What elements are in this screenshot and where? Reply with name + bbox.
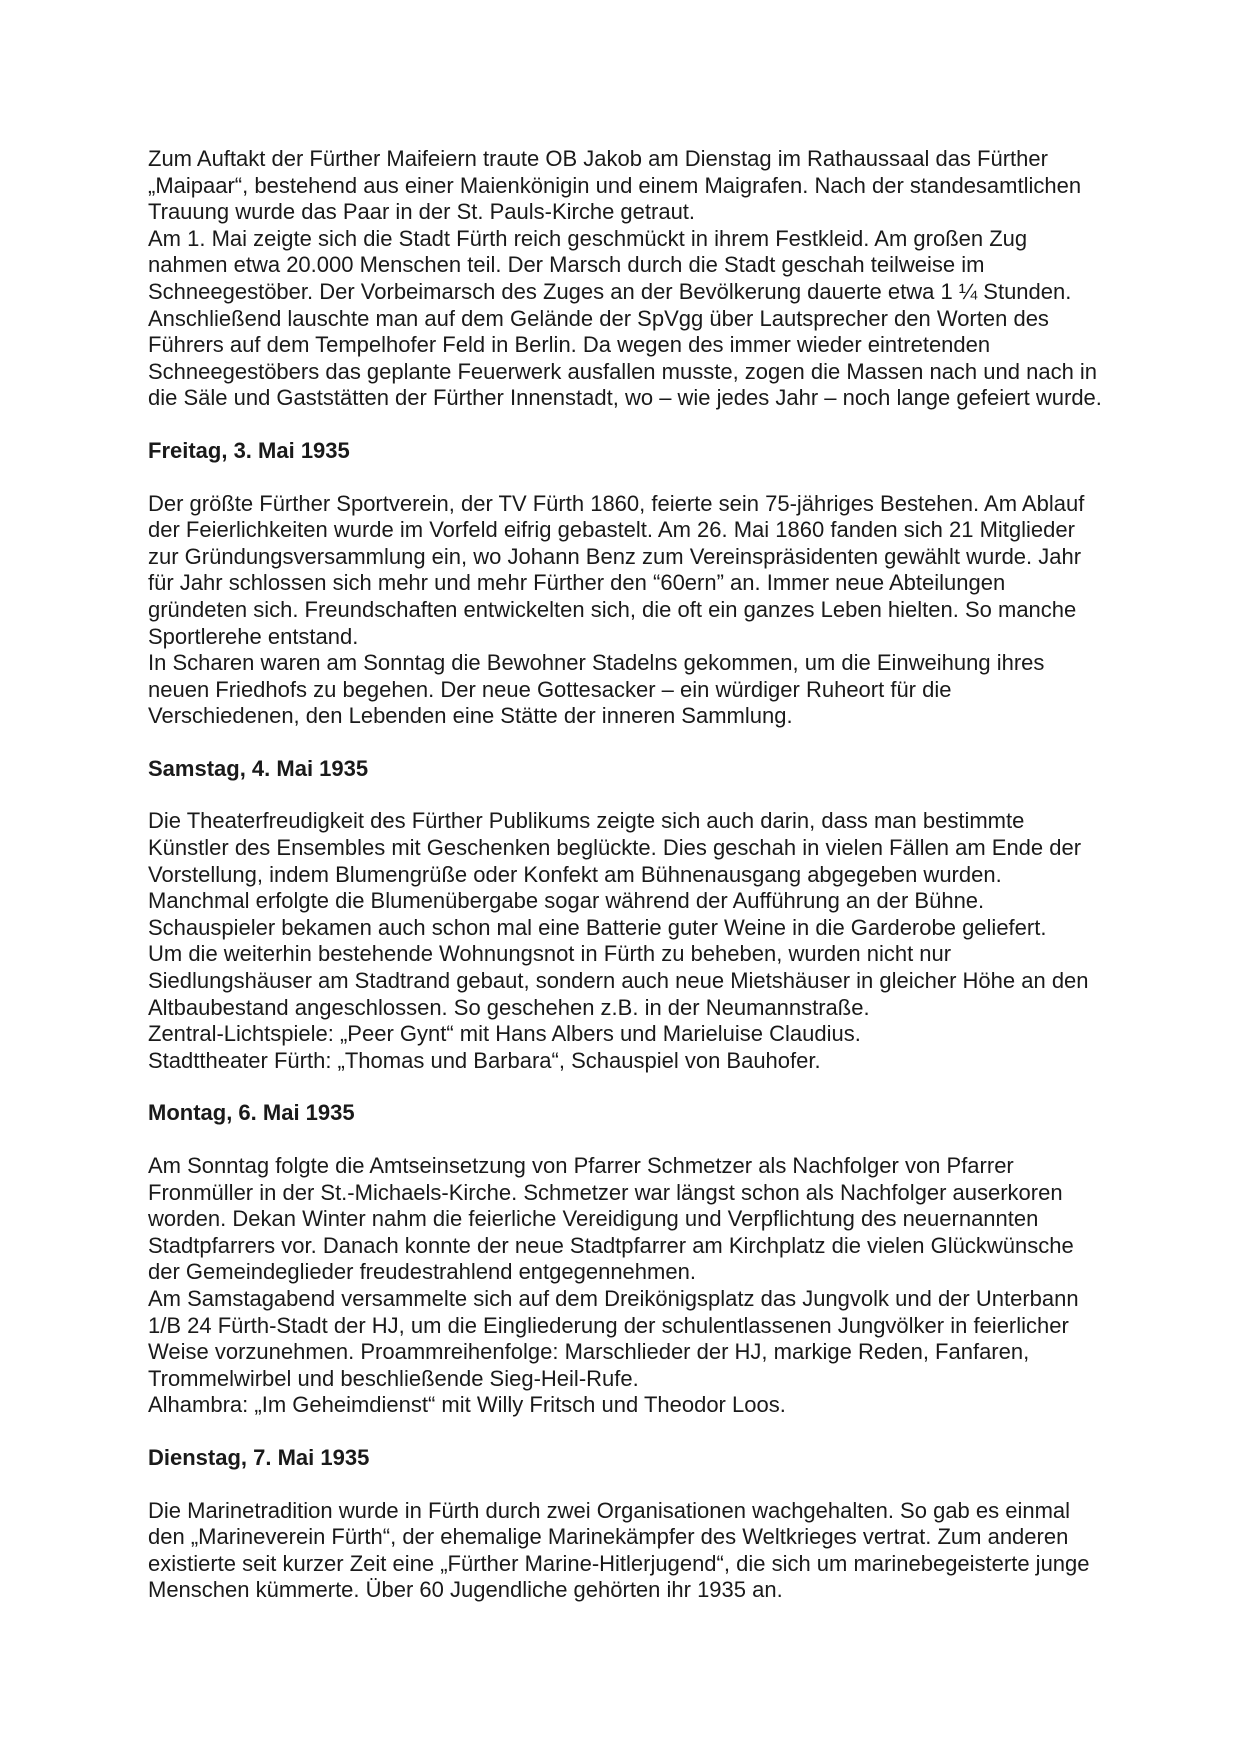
spacer	[148, 465, 1108, 491]
section-paragraph: Die Theaterfreudigkeit des Fürther Publikums zeigte sich auch darin, dass man bestimmte Künstler des Ensembles mit Geschenken beglückte. Dies geschah in vielen Fällen am Ende der Vorstellung, indem Blumengrüße oder Konfekt am Bühnenausgang abgegeben wurden. Manchmal erfolgte die Blumenübergabe sogar während der Aufführung an der Bühne. Schauspieler bekamen auch schon mal eine Batterie guter Weine in die Garderobe geliefert.	[148, 808, 1082, 940]
spacer	[148, 412, 1108, 438]
spacer	[148, 1127, 1108, 1153]
section-paragraph: Die Marinetradition wurde in Fürth durch zwei Organisationen wachgehalten. So gab es einmal den „Marineverein Fürth“, der ehemalige Marinekämpfer des Weltkrieges vertrat. Zum anderen existierte seit kurzer Zeit eine „Fürther Marine-Hitlerjugend“, die sich um marinebegeisterte junge Menschen kümmerte. Über 60 Jugendliche gehörten ihr 1935 an.	[148, 1497, 1090, 1603]
section-paragraph: In Scharen waren am Sonntag die Bewohner Stadelns gekommen, um die Einweihung ihres neuen Friedhofs zu begehen. Der neue Gottesacker – ein würdiger Ruheort für die Verschiedenen, den Lebenden eine Stätte der inneren Sammlung.	[148, 650, 1045, 729]
section-paragraph: Alhambra: „Im Geheimdienst“ mit Willy Fritsch und Theodor Loos.	[148, 1392, 786, 1418]
section-paragraph: Zentral-Lichtspiele: „Peer Gynt“ mit Hans Albers und Marieluise Claudius.	[148, 1021, 861, 1047]
section-heading: Freitag, 3. Mai 1935	[148, 437, 350, 463]
intro-paragraph: Zum Auftakt der Fürther Maifeiern traute OB Jakob am Dienstag im Rathaussaal das Fürther „Maipaar“, bestehend aus einer Maienkönigin und einem Maigrafen. Nach der standesamtlichen Trauung wurde das Paar in der St. Pauls-Kirche getraut.	[148, 146, 1082, 225]
spacer	[148, 1472, 1108, 1498]
intro-paragraph: Am 1. Mai zeigte sich die Stadt Fürth reich geschmückt in ihrem Festkleid. Am großen Zug nahmen etwa 20.000 Menschen teil. Der Marsch durch die Stadt geschah teilweise im Schneegestöber. Der Vorbeimarsch des Zuges an der Bevölkerung dauerte etwa 1 ¼ Stunden. Anschließend lauschte man auf dem Gelände der SpVgg über Lautsprecher den Worten des Führers auf dem Tempelhofer Feld in Berlin. Da wegen des immer wieder eintretenden Schneegestöbers das geplante Feuerwerk ausfallen musste, zogen die Massen nach und nach in die Säle und Gaststätten der Fürther Innenstadt, wo – wie jedes Jahr – noch lange gefeiert wurde.	[148, 225, 1102, 411]
spacer	[148, 1074, 1108, 1100]
section-heading: Samstag, 4. Mai 1935	[148, 755, 369, 781]
section-heading: Montag, 6. Mai 1935	[148, 1100, 355, 1126]
section-paragraph: Der größte Fürther Sportverein, der TV Fürth 1860, feierte sein 75-jähriges Bestehen. Am Ablauf der Feierlichkeiten wurde im Vorfeld eifrig gebastelt. Am 26. Mai 1860 fanden sich 21 Mitglieder zur Gründungsversammlung ein, wo Johann Benz zum Vereinspräsidenten gewählt wurde. Jahr für Jahr schlossen sich mehr und mehr Fürther den “60ern” an. Immer neue Abteilungen gründeten sich. Freundschaften entwickelten sich, die oft ein ganzes Leben hielten. So manche Sportlerehe entstand.	[148, 490, 1085, 649]
section-paragraph: Um die weiterhin bestehende Wohnungsnot in Fürth zu beheben, wurden nicht nur Siedlungshäuser am Stadtrand gebaut, sondern auch neue Mietshäuser in gleicher Höhe an den Altbaubestand angeschlossen. So geschehen z.B. in der Neumannstraße.	[148, 941, 1089, 1020]
spacer	[148, 730, 1108, 756]
section-heading: Dienstag, 7. Mai 1935	[148, 1444, 370, 1470]
spacer	[148, 1419, 1108, 1445]
section-paragraph: Am Sonntag folgte die Amtseinsetzung von Pfarrer Schmetzer als Nachfolger von Pfarrer Fronmüller in der St.-Michaels-Kirche. Schmetzer war längst schon als Nachfolger auserkoren worden. Dekan Winter nahm die feierliche Vereidigung und Verpflichtung des neuernannten Stadtpfarrers vor. Danach konnte der neue Stadtpfarrer am Kirchplatz die vielen Glückwünsche der Gemeindeglieder freudestrahlend entgegennehmen.	[148, 1153, 1074, 1285]
section-paragraph: Am Samstagabend versammelte sich auf dem Dreikönigsplatz das Jungvolk und der Unterbann 1/B 24 Fürth-Stadt der HJ, um die Eingliederung der schulentlassenen Jungvölker in feierlicher Weise vorzunehmen. Proammreihenfolge: Marschlieder der HJ, markige Reden, Fanfaren, Trommelwirbel und beschließende Sieg-Heil-Rufe.	[148, 1285, 1079, 1391]
section-paragraph: Stadttheater Fürth: „Thomas und Barbara“, Schauspiel von Bauhofer.	[148, 1047, 821, 1073]
spacer	[148, 782, 1108, 808]
document-page	[148, 146, 1108, 1604]
